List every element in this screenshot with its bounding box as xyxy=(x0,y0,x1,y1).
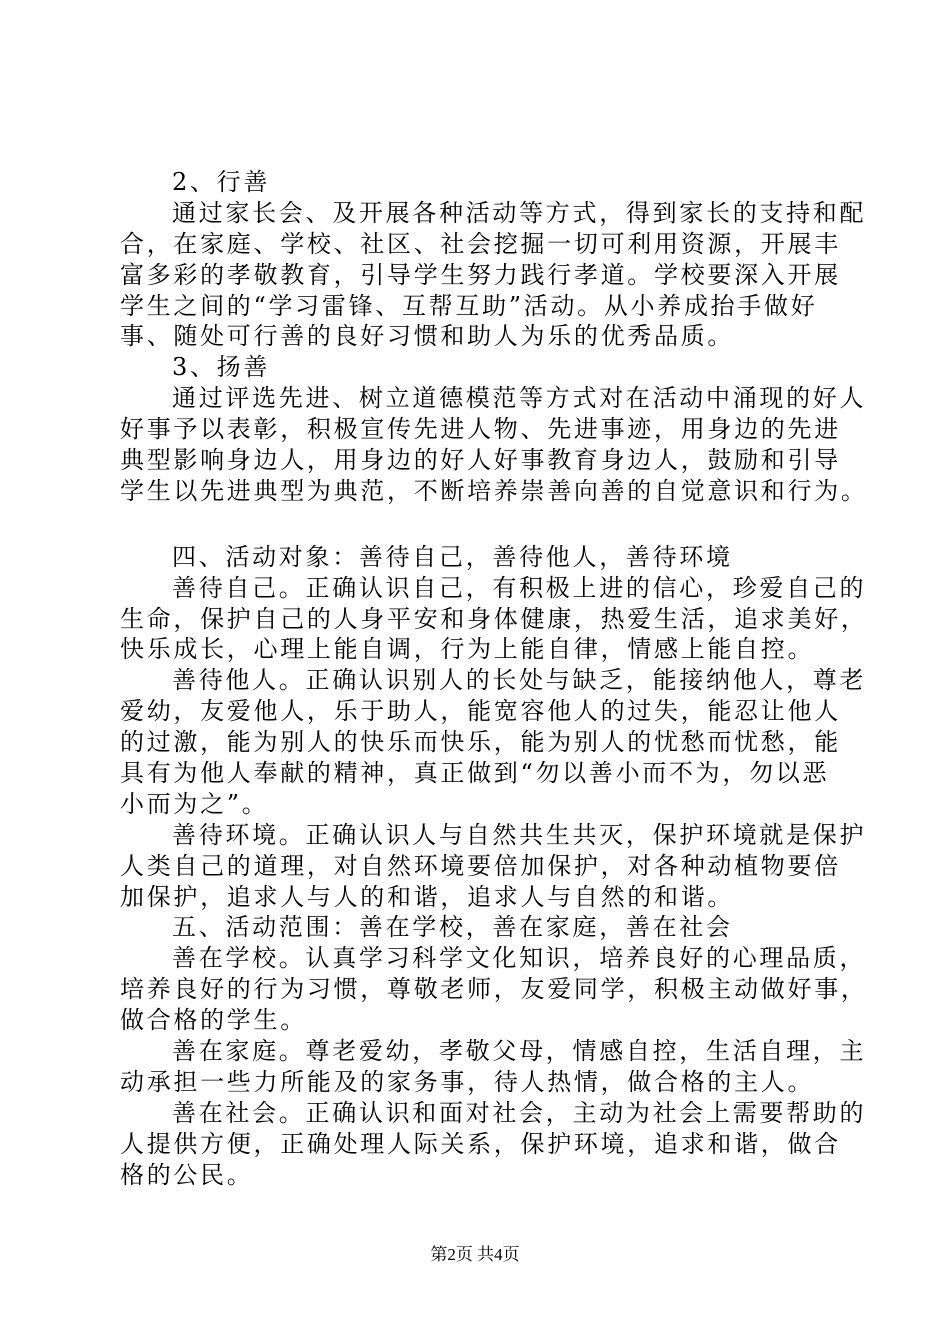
text-line: 2、行善 xyxy=(172,168,271,196)
paragraph xyxy=(120,1098,880,1191)
page-footer: 第2页 共4页 xyxy=(430,1245,520,1264)
text-line: 3、扬善 xyxy=(172,353,271,382)
text-line: 学生以先进典型为典范，不断培养崇善向善的自觉意识和行为。 xyxy=(120,476,868,505)
paragraph xyxy=(120,820,880,913)
text-line: 善在学校。认真学习科学文化知识，培养良好的心理品质， xyxy=(172,944,867,973)
text-line: 培养良好的行为习惯，尊敬老师，友爱同学，积极主动做好事， xyxy=(120,975,868,1004)
paragraph xyxy=(120,383,880,507)
text-line: 生命，保护自己的人身平安和身体健康，热爱生活，追求美好， xyxy=(120,604,868,633)
text-line: 做合格的学生。 xyxy=(120,1006,307,1035)
text-line: 事、随处可行善的良好习惯和助人为乐的优秀品质。 xyxy=(120,322,735,351)
text-line: 善在社会。正确认识和面对社会，主动为社会上需要帮助的 xyxy=(172,1098,867,1127)
text-line: 善待他人。正确认识别人的长处与缺乏，能接纳他人，尊老 xyxy=(172,666,867,695)
paragraph xyxy=(120,912,880,943)
text-line: 爱幼，友爱他人，乐于助人，能宽容他人的过失，能忍让他人 xyxy=(120,697,841,726)
paragraph xyxy=(120,542,880,573)
paragraph xyxy=(120,352,880,383)
text-line: 四、活动对象：善待自己，善待他人，善待环境 xyxy=(172,542,733,571)
text-line: 人类自己的道理，对自然环境要倍加保护，对各种动植物要倍 xyxy=(120,851,841,880)
text-line: 小而为之”。 xyxy=(120,789,269,818)
text-line: 善待环境。正确认识人与自然共生共灭，保护环境就是保护 xyxy=(172,820,867,849)
text-line: 的过激，能为别人的快乐而快乐，能为别人的忧愁而忧愁，能 xyxy=(120,728,841,757)
text-line: 具有为他人奉献的精神，真正做到“勿以善小而不为，勿以恶 xyxy=(120,759,830,788)
text-line: 五、活动范围：善在学校，善在家庭，善在社会 xyxy=(172,913,733,942)
section-gap xyxy=(120,507,880,542)
document-body xyxy=(120,167,880,1191)
text-line: 格的公民。 xyxy=(120,1160,254,1189)
text-line: 快乐成长，心理上能自调，行为上能自律，情感上能自控。 xyxy=(120,635,815,664)
text-line: 学生之间的“学习雷锋、互帮互助”活动。从小养成抬手做好 xyxy=(120,291,818,320)
paragraph xyxy=(120,943,880,1036)
paragraph xyxy=(120,167,880,198)
paragraph xyxy=(120,1036,880,1098)
text-line: 好事予以表彰，积极宣传先进人物、先进事迹，用身边的先进 xyxy=(120,415,841,444)
text-line: 合，在家庭、学校、社区、社会挖掘一切可利用资源，开展丰 xyxy=(120,229,841,258)
text-line: 典型影响身边人，用身边的好人好事教育身边人，鼓励和引导 xyxy=(120,446,841,475)
text-line: 善在家庭。尊老爱幼，孝敬父母，情感自控，生活自理，主 xyxy=(172,1037,867,1066)
text-line: 通过评选先进、树立道德模范等方式对在活动中涌现的好人 xyxy=(172,384,867,413)
text-line: 人提供方便，正确处理人际关系，保护环境，追求和谐，做合 xyxy=(120,1129,841,1158)
text-line: 通过家长会、及开展各种活动等方式，得到家长的支持和配 xyxy=(172,198,867,227)
text-line: 动承担一些力所能及的家务事，待人热情，做合格的主人。 xyxy=(120,1067,815,1096)
paragraph xyxy=(120,198,880,352)
paragraph xyxy=(120,665,880,819)
paragraph xyxy=(120,573,880,666)
text-line: 善待自己。正确认识自己，有积极上进的信心，珍爱自己的 xyxy=(172,573,867,602)
text-line: 富多彩的孝敬教育，引导学生努力践行孝道。学校要深入开展 xyxy=(120,260,841,289)
text-line: 加保护，追求人与人的和谐，追求人与自然的和谐。 xyxy=(120,882,735,911)
